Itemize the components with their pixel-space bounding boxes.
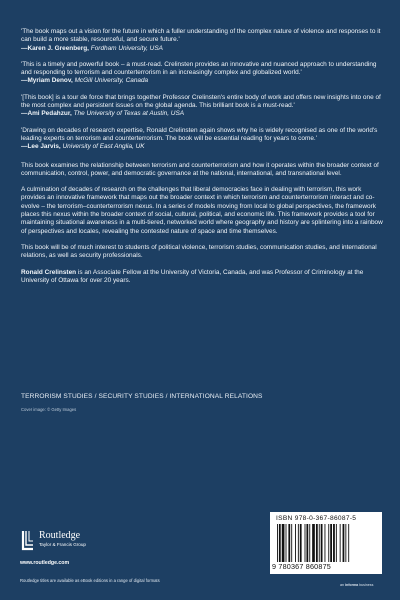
book-description <box>21 162 383 286</box>
barcode-digits: 9 780367 860875 <box>272 562 331 571</box>
informa-suffix: business <box>359 583 374 587</box>
quote-text: 'This is a timely and powerful book – a must-read. Crelinsten provides an innovative and nuanced approach to understanding and responding to terrorism and counterterrorism in an increasingly complex and globalized world.' <box>21 60 377 77</box>
reviewer-affiliation: McGill University, Canada <box>74 77 149 85</box>
reviewer-name: —Karen J. Greenberg, <box>21 44 89 52</box>
isbn-label: ISBN 978-0-367-86087-5 <box>276 515 357 522</box>
cover-image-credit: Cover image: © Getty Images <box>21 407 77 412</box>
description-paragraph: A culmination of decades of research on the challenges that liberal democracies face in dealing with terrorism, this work provides an innovative framework that maps out the broader context in which terrorism and counterterrorism interact and co-evolve – the terrorism–counterterrorism nexus. In a series of models moving from local to global perspectives, the framework places this nexus within the broader context of social, cultural, political, and economic life. This framework provides a tool for maintaining situational awareness in a multi-tiered, networked world where geography and history are splintering into a rainbow of perspectives and locales, revealing the contested nature of space and time themselves. <box>21 186 383 235</box>
quote-attribution <box>21 45 383 53</box>
reviewer-name: —Ami Pedahzur, <box>21 110 72 118</box>
author-bio <box>21 269 383 286</box>
publisher-website: www.routledge.com <box>20 560 70 566</box>
review-quote <box>21 61 383 86</box>
publisher-tagline: Taylor & Francis Group <box>39 542 86 547</box>
quote-text: 'The book maps out a vision for the future in which a fuller understanding of the complex nature of violence and responses to it can build a more stable, resourceful, and secure future.' <box>21 28 381 44</box>
reviewer-name: —Myriam Denov, <box>21 77 73 85</box>
quote-attribution <box>21 77 383 85</box>
publisher-logo <box>20 529 130 557</box>
informa-prefix: an <box>340 583 344 587</box>
quote-text: 'Drawing on decades of research expertise, Ronald Crelinsten again shows why he is widely recognised as one of the world's leading experts on terrorism and counterterrorism. The book will be essential reading for years to come.' <box>21 126 378 142</box>
quote-attribution <box>21 143 383 151</box>
isbn-barcode-box <box>270 512 382 574</box>
reviewer-name: —Lee Jarvis, <box>21 143 61 151</box>
author-name: Ronald Crelinsten <box>21 268 77 276</box>
quote-attribution <box>21 110 383 118</box>
review-quote <box>21 28 383 53</box>
text-column <box>21 28 383 293</box>
reviewer-affiliation: Fordham University, USA <box>90 44 163 52</box>
description-paragraph: This book examines the relationship between terrorism and counterterrorism and how it operates within the broader context of communication, control, power, and democratic governance at the national, international, and transnational level. <box>21 161 379 177</box>
publisher-name: Routledge <box>39 530 81 541</box>
informa-business-mark <box>340 583 373 587</box>
subject-categories: TERRORISM STUDIES / SECURITY STUDIES / INTERNATIONAL RELATIONS <box>21 393 263 400</box>
review-quote <box>21 94 383 119</box>
routledge-logo-icon <box>20 529 36 551</box>
description-paragraph: This book will be of much interest to students of political violence, terrorism studies, communication studies, and international relations, as well as security professionals. <box>21 243 377 260</box>
reviewer-affiliation: University of East Anglia, UK <box>62 143 145 151</box>
informa-brand: informa <box>345 583 359 587</box>
author-bio-text: is an Associate Fellow at the University of Victoria, Canada, and was Professor of Criminology at the University of Ottawa for over 20 years. <box>21 268 364 284</box>
ebook-note: Routledge titles are available as eBook editions in a range of digital formats <box>20 578 160 583</box>
barcode-icon <box>276 524 376 562</box>
quote-text: '[This book] is a tour de force that brings together Professor Crelinsten's entire body of work and offers new insights into one of the most complex and persistent issues on the global agenda. This brilliant book is a must-read.' <box>21 93 381 110</box>
reviewer-affiliation: The University of Texas at Austin, USA <box>73 110 185 118</box>
review-quote <box>21 127 383 152</box>
